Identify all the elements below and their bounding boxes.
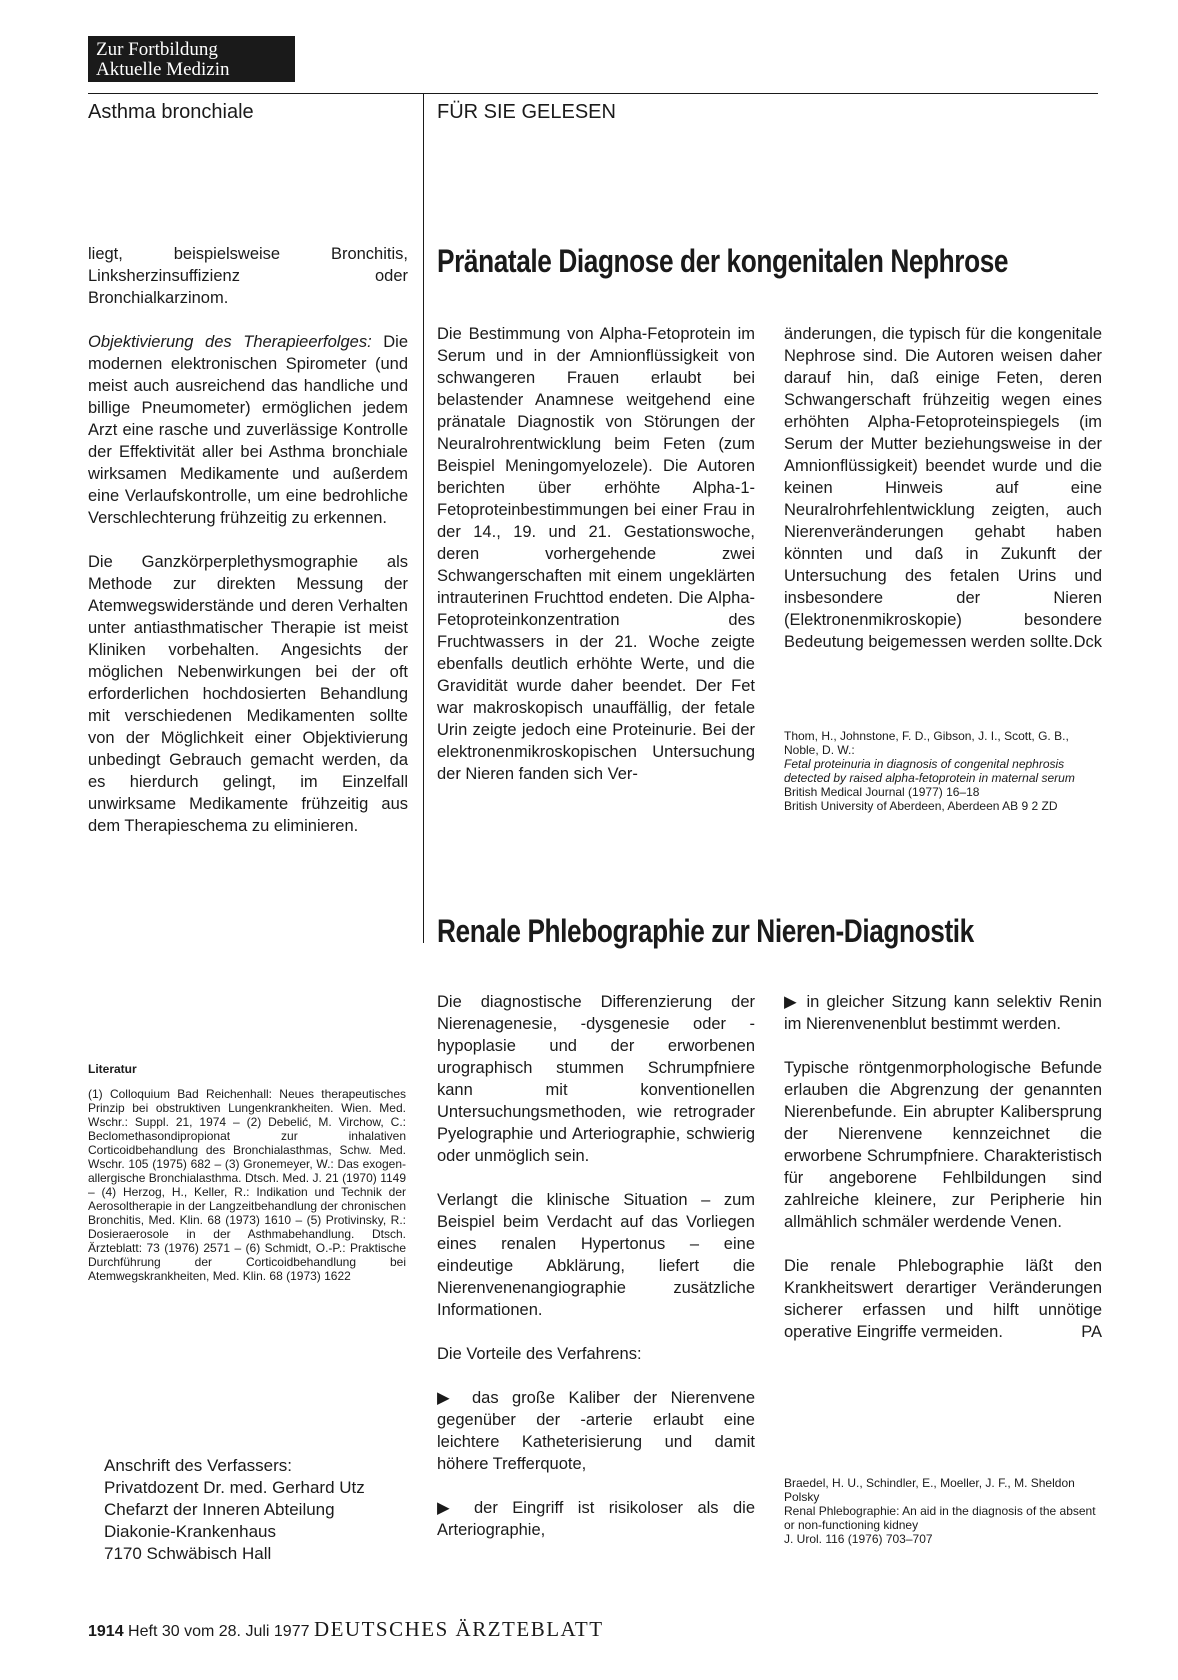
article2-paragraph-7: Typische röntgenmorphologische Befunde erlauben die Abgrenzung der genannten Nierenbefunde. Ein abrupter Kalibersprung der Nierenvene kennzeichnet die erworbene Schrumpfniere. Charakteristisch für angeborene Fehlbildungen sind zahlreiche kleinere, zur Peripherie hin allmählich schmäler werdende Venen. xyxy=(784,1059,1102,1231)
article2-reference xyxy=(784,1476,1102,1546)
article2-paragraph-1: Die diagnostische Differenzierung der Nierenagenesie, -dysgenesie oder -hypoplasie und der erworbenen urographisch stummen Schrumpfniere kann mit konventionellen Untersuchungsmethoden, wie retrograder Pyelographie und Arteriographie, schwierig oder unmöglich sein. xyxy=(437,993,755,1165)
article1-col2 xyxy=(784,323,1102,653)
top-rule xyxy=(88,93,1098,94)
left-paragraph-2-text: Die modernen elektronischen Spirometer (und meist auch ausreichend das handliche und billige Pneumometer) ermöglichen jedem Arzt eine rasche und zuverlässige Kontrolle der Effektivität aller bei Asthma bronchiale wirksamen Medikamente und außerdem eine Verlaufskontrolle, um eine bedrohliche Verschlechterung frühzeitig zu erkennen. xyxy=(88,333,408,527)
left-section-title: Asthma bronchiale xyxy=(88,101,254,123)
literature-text: (1) Colloquium Bad Reichenhall: Neues therapeutisches Prinzip bei obstruktiven Lungenkrankheiten. Wien. Med. Wschr.: Suppl. 21, 1974 – (2) Debelić, M. Virchow, C.: Beclomethasondipropionat zur inhalativen Corticoidbehandlung des Bronchialasthmas, Schw. Med. Wschr. 105 (1975) 682 – (3) Gronemeyer, W.: Das exogen-allergische Bronchialasthma. Dtsch. Med. J. 21 (1970) 1149 – (4) Herzog, H., Keller, R.: Indikation und Technik der Aerosoltherapie in der Langzeitbehandlung der chronischen Bronchitis, Med. Klin. 68 (1973) 1610 – (5) Protivinsky, R.: Dosieraerosole in der Asthmabehandlung. Dtsch. Ärzteblatt: 73 (1976) 2571 – (6) Schmidt, O.-P.: Praktische Durchführung der Corticoidbehandlung bei Atemwegskrankheiten, Med. Klin. 68 (1973) 1622 xyxy=(88,1087,406,1283)
left-paragraph-2-italic: Objektivierung des Therapieerfolges: xyxy=(88,333,372,351)
article2-ref-journal: J. Urol. 116 (1976) 703–707 xyxy=(784,1532,933,1546)
article2-paragraph-8-text: Die renale Phlebographie läßt den Krankheitswert derartiger Veränderungen sicherer erfassen und hilft unnötige operative Eingriffe vermeiden. xyxy=(784,1257,1102,1341)
magazine-name: DEUTSCHES ÄRZTEBLATT xyxy=(313,1617,604,1641)
address-line-5: 7170 Schwäbisch Hall xyxy=(104,1544,272,1563)
series-label xyxy=(88,36,295,82)
article2-paragraph-5 xyxy=(437,1497,755,1541)
address-line-2: Privatdozent Dr. med. Gerhard Utz xyxy=(104,1478,365,1497)
article2-ref-title: Renal Phlebographie: An aid in the diagnosis of the absent or non-functioning kidney xyxy=(784,1504,1096,1532)
article2-col1 xyxy=(437,991,755,1563)
article2-paragraph-8 xyxy=(784,1255,1102,1343)
series-label-line2: Aktuelle Medizin xyxy=(96,59,230,80)
right-section-title: FÜR SIE GELESEN xyxy=(437,101,616,123)
article2-paragraph-5-text: der Eingriff ist risikoloser als die Arteriographie, xyxy=(437,1499,755,1539)
article1-ref-journal: British Medical Journal (1977) 16–18 xyxy=(784,785,980,799)
article1-signature: Dck xyxy=(1073,633,1102,651)
article1-col2-text: änderungen, die typisch für die kongenitale Nephrose sind. Die Autoren weisen daher darauf hin, daß einige Feten, deren Schwangerschaft frühzeitig wegen eines erhöhten Alpha-Fetoproteinspiegels (im Serum der Mutter beziehungsweise in der Amnionflüssigkeit) beendet wurde und die keinen Hinweis auf eine Neuralrohrfehlentwicklung zeigten, auch Nierenveränderungen gehabt haben könnten und daß in Zukunft der Untersuchung des fetalen Urins und insbesondere der Nieren (Elektronenmikroskopie) besondere Bedeutung beigemessen werden sollte. xyxy=(784,325,1102,651)
page-footer xyxy=(88,1617,604,1642)
article2-title: Renale Phlebographie zur Nieren-Diagnostik xyxy=(437,913,974,949)
article2-col2 xyxy=(784,991,1102,1365)
article2-paragraph-3: Die Vorteile des Verfahrens: xyxy=(437,1345,642,1363)
address-line-1: Anschrift des Verfassers: xyxy=(104,1456,293,1475)
article1-ref-title: Fetal proteinuria in diagnosis of congenital nephrosis detected by raised alpha-fetoprotein in maternal serum xyxy=(784,757,1075,785)
article2-paragraph-4 xyxy=(437,1387,755,1475)
article2-paragraph-4-text: das große Kaliber der Nierenvene gegenüber der -arterie erlaubt eine leichtere Katheterisierung und damit höhere Trefferquote, xyxy=(437,1389,755,1473)
article2-ref-authors: Braedel, H. U., Schindler, E., Moeller, J. F., M. Sheldon Polsky xyxy=(784,1476,1075,1504)
article2-paragraph-6-text: in gleicher Sitzung kann selektiv Renin im Nierenvenenblut bestimmt werden. xyxy=(784,993,1102,1033)
article1-col1: Die Bestimmung von Alpha-Fetoprotein im Serum und in der Amnionflüssigkeit von schwangeren Frauen erlaubt bei belastender Anamnese weitgehend eine pränatale Diagnostik von Störungen der Neuralrohrentwicklung beim Feten (zum Beispiel Meningomyelozele). Die Autoren berichten über erhöhte Alpha-1-Fetoproteinbestimmungen bei einer Frau in der 14., 19. und 21. Gestationswoche, deren vorhergehende zwei Schwangerschaften mit einem ungeklärten intrauterinen Fruchttod endeten. Die Alpha-Fetoproteinkonzentration des Fruchtwassers in der 21. Woche zeigte ebenfalls deutlich erhöhte Werte, und die Gravidität wurde daher beendet. Der Fet war makroskopisch unauffällig, der fetale Urin zeigte jedoch eine Proteinurie. Bei der elektronenmikroskopischen Untersuchung der Nieren fanden sich Ver- xyxy=(437,325,755,783)
bullet-arrow-icon: ▶ xyxy=(437,1389,472,1407)
bullet-arrow-icon: ▶ xyxy=(437,1499,474,1517)
article1-ref-address: British University of Aberdeen, Aberdeen AB 9 2 ZD xyxy=(784,799,1058,813)
left-paragraph-3: Die Ganzkörperplethysmographie als Methode zur direkten Messung der Atemwegswiderstände und deren Verhalten unter antiasthmatischer Therapie ist meist Kliniken vorbehalten. Angesichts der möglichen Nebenwirkungen bei der oft erforderlichen hochdosierten Behandlung mit verschiedenen Medikamenten sollte von der Möglichkeit einer Objektivierung unbedingt Gebrauch gemacht werden, da es hierdurch gelingt, im Einzelfall unwirksame Medikamente frühzeitig aus dem Therapieschema zu eliminieren. xyxy=(88,553,408,835)
page-number: 1914 xyxy=(88,1623,124,1640)
left-paragraph-2 xyxy=(88,331,408,529)
article1-ref-authors: Thom, H., Johnstone, F. D., Gibson, J. I., Scott, G. B., Noble, D. W.: xyxy=(784,729,1069,757)
literature-title: Literatur xyxy=(88,1062,137,1076)
series-label-line1: Zur Fortbildung xyxy=(96,39,218,60)
address-line-3: Chefarzt der Inneren Abteilung xyxy=(104,1500,335,1519)
left-column-text xyxy=(88,243,408,859)
article1-reference xyxy=(784,729,1102,813)
article2-signature: PA xyxy=(1081,1323,1102,1341)
left-paragraph-1: liegt, beispielsweise Bronchitis, Linksherzinsuffizienz oder Bronchialkarzinom. xyxy=(88,245,408,307)
bullet-arrow-icon: ▶ xyxy=(784,993,807,1011)
article2-paragraph-2: Verlangt die klinische Situation – zum Beispiel beim Verdacht auf das Vorliegen eines renalen Hypertonus – eine eindeutige Abklärung, liefert die Nierenvenenangiographie zusätzliche Informationen. xyxy=(437,1191,755,1319)
column-divider xyxy=(423,93,424,943)
issue-info: Heft 30 vom 28. Juli 1977 xyxy=(128,1623,310,1640)
address-line-4: Diakonie-Krankenhaus xyxy=(104,1522,276,1541)
article1-title: Pränatale Diagnose der kongenitalen Nephrose xyxy=(437,243,1009,279)
author-address xyxy=(104,1455,414,1565)
article2-paragraph-6 xyxy=(784,991,1102,1035)
